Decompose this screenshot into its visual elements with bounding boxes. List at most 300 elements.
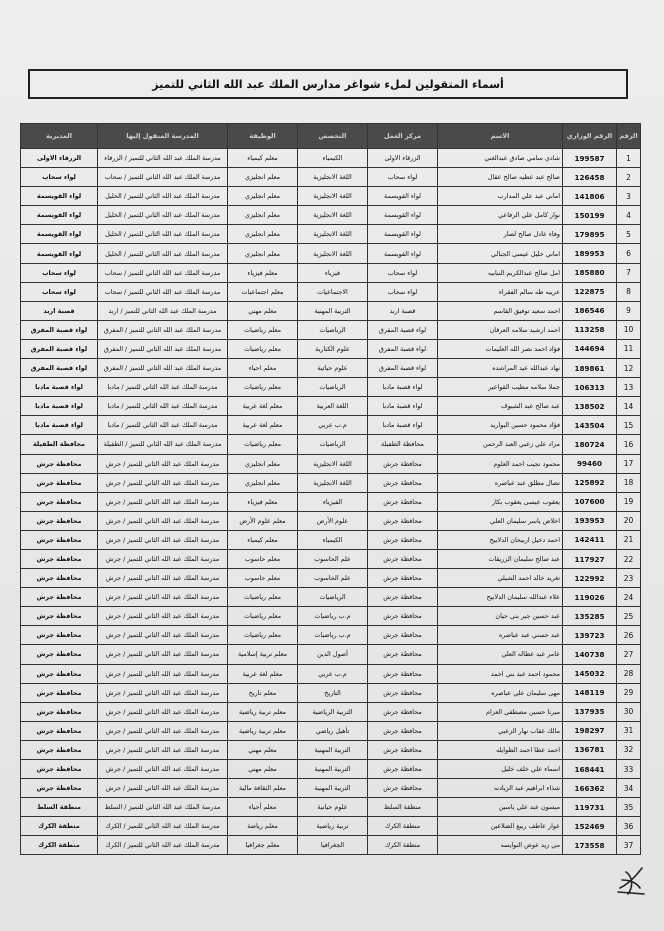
row-name: محمود نجيب احمد العلوم bbox=[438, 454, 563, 473]
row-job: معلم انجليزي bbox=[228, 187, 298, 206]
row-job: معلم مهني bbox=[228, 301, 298, 320]
row-seq: 16 bbox=[617, 435, 641, 454]
row-job: معلم رياضيات bbox=[228, 435, 298, 454]
row-work-center: محافظة جرش bbox=[368, 607, 438, 626]
table-row bbox=[21, 263, 641, 282]
row-name: ميرنا حسين مصطفى العزام bbox=[438, 702, 563, 721]
table-row bbox=[21, 702, 641, 721]
row-job: معلم كيمياء bbox=[228, 149, 298, 168]
table-row bbox=[21, 416, 641, 435]
row-name: اماني خليل عيسى الجبالي bbox=[438, 244, 563, 263]
row-work-center: محافظة جرش bbox=[368, 492, 438, 511]
row-name: عبد حسين جبر بني حيان bbox=[438, 607, 563, 626]
row-work-center: لواء قصبة المفرق bbox=[368, 320, 438, 339]
row-job: معلم تربية رياضية bbox=[228, 721, 298, 740]
row-specialty: علم الحاسوب bbox=[298, 549, 368, 568]
row-directorate: لواء قصبة مادبا bbox=[21, 378, 98, 397]
row-name: عبد صالح سليمان الزريقات bbox=[438, 549, 563, 568]
row-directorate: لواء قصبة مادبا bbox=[21, 397, 98, 416]
row-seq: 15 bbox=[617, 416, 641, 435]
row-job: معلم أحياء bbox=[228, 798, 298, 817]
row-work-center: لواء سحاب bbox=[368, 263, 438, 282]
row-specialty: علوم الكتارية bbox=[298, 339, 368, 358]
row-target-school: مدرسة الملك عبد الله الثاني للتميز / اربد bbox=[98, 301, 228, 320]
row-job: معلم لغة عربية bbox=[228, 397, 298, 416]
row-directorate: لواء قصبة المفرق bbox=[21, 359, 98, 378]
row-work-center: لواء قصبة المفرق bbox=[368, 339, 438, 358]
table-row bbox=[21, 645, 641, 664]
row-name: اسماء علي خلف خليل bbox=[438, 760, 563, 779]
row-job: معلم رياضيات bbox=[228, 626, 298, 645]
row-work-center: محافظة جرش bbox=[368, 549, 438, 568]
table-row bbox=[21, 549, 641, 568]
row-target-school: مدرسة الملك عبد الله الثاني للتميز / المفرق bbox=[98, 320, 228, 339]
row-national-id: 189953 bbox=[563, 244, 617, 263]
row-name: نوار كامل علي الرفاعي bbox=[438, 206, 563, 225]
row-national-id: 186546 bbox=[563, 301, 617, 320]
row-target-school: مدرسة الملك عبد الله الثاني للتميز / جرش bbox=[98, 645, 228, 664]
row-job: معلم كيمياء bbox=[228, 530, 298, 549]
row-job: معلم رياضة bbox=[228, 817, 298, 836]
row-specialty: الكيمياء bbox=[298, 149, 368, 168]
row-seq: 37 bbox=[617, 836, 641, 855]
row-directorate: محافظة الطفيلة bbox=[21, 435, 98, 454]
row-work-center: محافظة جرش bbox=[368, 473, 438, 492]
row-national-id: 150199 bbox=[563, 206, 617, 225]
row-specialty: اللغة الانجليزية bbox=[298, 473, 368, 492]
row-specialty: فيزياء bbox=[298, 263, 368, 282]
row-seq: 24 bbox=[617, 588, 641, 607]
table-row bbox=[21, 836, 641, 855]
row-work-center: محافظة جرش bbox=[368, 588, 438, 607]
row-target-school: مدرسة الملك عبد الله الثاني للتميز / جرش bbox=[98, 721, 228, 740]
table-row bbox=[21, 683, 641, 702]
header-specialty: التخصص bbox=[298, 124, 368, 149]
row-directorate: محافظة جرش bbox=[21, 683, 98, 702]
row-job: معلم فيزياء bbox=[228, 492, 298, 511]
row-national-id: 173558 bbox=[563, 836, 617, 855]
row-directorate: محافظة جرش bbox=[21, 645, 98, 664]
row-target-school: مدرسة الملك عبد الله الثاني للتميز / جرش bbox=[98, 492, 228, 511]
row-seq: 5 bbox=[617, 225, 641, 244]
row-target-school: مدرسة الملك عبد الله الثاني للتميز / مادبا bbox=[98, 397, 228, 416]
row-job: معلم تاريخ bbox=[228, 683, 298, 702]
row-target-school: مدرسة الملك عبد الله الثاني للتميز / سحاب bbox=[98, 263, 228, 282]
document-title: أسماء المتقولين لملء شواغر مدارس الملك عبد الله الثاني للتميز bbox=[28, 69, 628, 99]
row-directorate: محافظة جرش bbox=[21, 511, 98, 530]
row-directorate: محافظة جرش bbox=[21, 530, 98, 549]
row-seq: 34 bbox=[617, 779, 641, 798]
row-seq: 1 bbox=[617, 149, 641, 168]
row-seq: 6 bbox=[617, 244, 641, 263]
row-job: معلم لغة عربية bbox=[228, 664, 298, 683]
table-row bbox=[21, 798, 641, 817]
row-national-id: 143504 bbox=[563, 416, 617, 435]
table-row bbox=[21, 206, 641, 225]
row-specialty: الكيمياء bbox=[298, 530, 368, 549]
row-job: معلم انجليزي bbox=[228, 454, 298, 473]
row-directorate: محافظة جرش bbox=[21, 760, 98, 779]
table-row bbox=[21, 588, 641, 607]
row-job: معلم رياضيات bbox=[228, 588, 298, 607]
row-name: عامر عبد عطاله العلي bbox=[438, 645, 563, 664]
row-directorate: لواء قصبة المفرق bbox=[21, 339, 98, 358]
table-row bbox=[21, 168, 641, 187]
row-specialty: التربية المهنية bbox=[298, 301, 368, 320]
table-row bbox=[21, 473, 641, 492]
row-seq: 22 bbox=[617, 549, 641, 568]
row-national-id: 113258 bbox=[563, 320, 617, 339]
row-target-school: مدرسة الملك عبد الله الثاني للتميز / الطفيلة bbox=[98, 435, 228, 454]
row-target-school: مدرسة الملك عبد الله الثاني للتميز / جرش bbox=[98, 569, 228, 588]
row-specialty: التاريخ bbox=[298, 683, 368, 702]
row-name: مهى سليمان علي عباصره bbox=[438, 683, 563, 702]
row-seq: 7 bbox=[617, 263, 641, 282]
row-directorate: محافظة جرش bbox=[21, 454, 98, 473]
row-national-id: 142411 bbox=[563, 530, 617, 549]
row-national-id: 189861 bbox=[563, 359, 617, 378]
transfers-table bbox=[20, 123, 641, 855]
row-seq: 20 bbox=[617, 511, 641, 530]
row-directorate: قصبة اربد bbox=[21, 301, 98, 320]
row-name: احمد ارشيد سلامه العرقان bbox=[438, 320, 563, 339]
row-work-center: محافظة جرش bbox=[368, 511, 438, 530]
row-directorate: منطقة السلط bbox=[21, 798, 98, 817]
row-target-school: مدرسة الملك عبد الله الثاني للتميز / جرش bbox=[98, 530, 228, 549]
row-target-school: مدرسة الملك عبد الله الثاني للتميز / جرش bbox=[98, 702, 228, 721]
row-specialty: م.ب رياضيات bbox=[298, 626, 368, 645]
row-name: فؤاد احمد نصر الله العليمات bbox=[438, 339, 563, 358]
row-seq: 3 bbox=[617, 187, 641, 206]
row-national-id: 193953 bbox=[563, 511, 617, 530]
table-row bbox=[21, 397, 641, 416]
row-target-school: مدرسة الملك عبد الله الثاني للتميز / الخليل bbox=[98, 187, 228, 206]
row-work-center: منطقة السلط bbox=[368, 798, 438, 817]
row-name: جملا سلامه مطيب القواعير bbox=[438, 378, 563, 397]
row-specialty: تأهيل رياضي bbox=[298, 721, 368, 740]
row-name: مراد علي زعبي العبد الرحمن bbox=[438, 435, 563, 454]
row-directorate: منطقة الكرك bbox=[21, 836, 98, 855]
row-directorate: لواء القويسمة bbox=[21, 244, 98, 263]
table-row bbox=[21, 779, 641, 798]
row-work-center: محافظة جرش bbox=[368, 779, 438, 798]
row-name: احمد عطا احمد الطوايله bbox=[438, 740, 563, 759]
table-row bbox=[21, 149, 641, 168]
signature-mark bbox=[614, 858, 648, 898]
table-row bbox=[21, 244, 641, 263]
row-work-center: محافظة جرش bbox=[368, 760, 438, 779]
row-work-center: محافظة جرش bbox=[368, 721, 438, 740]
row-specialty: علوم حياتية bbox=[298, 359, 368, 378]
row-specialty: اللغة الانجليزية bbox=[298, 168, 368, 187]
row-name: يعقوب عيسى يعقوب بكار bbox=[438, 492, 563, 511]
table-row bbox=[21, 760, 641, 779]
row-seq: 9 bbox=[617, 301, 641, 320]
row-specialty: م.ب رياضيات bbox=[298, 607, 368, 626]
header-directorate: المديرية bbox=[21, 124, 98, 149]
row-national-id: 126458 bbox=[563, 168, 617, 187]
table-row bbox=[21, 301, 641, 320]
row-work-center: لواء سحاب bbox=[368, 168, 438, 187]
row-name: مالك عقاب نهار الزعبي bbox=[438, 721, 563, 740]
table-row bbox=[21, 282, 641, 301]
table-header-row bbox=[21, 124, 641, 149]
row-target-school: مدرسة الملك عبد الله الثاني للتميز / جرش bbox=[98, 588, 228, 607]
row-target-school: مدرسة الملك عبد الله الثاني للتميز / المفرق bbox=[98, 359, 228, 378]
row-specialty: الرياضيات bbox=[298, 378, 368, 397]
row-national-id: 122992 bbox=[563, 569, 617, 588]
row-job: معلم فيزياء bbox=[228, 263, 298, 282]
row-target-school: مدرسة الملك عبد الله الثاني للتميز / المفرق bbox=[98, 339, 228, 358]
row-national-id: 144694 bbox=[563, 339, 617, 358]
table-row bbox=[21, 607, 641, 626]
row-seq: 23 bbox=[617, 569, 641, 588]
row-target-school: مدرسة الملك عبد الله الثاني للتميز / مادبا bbox=[98, 378, 228, 397]
row-work-center: محافظة جرش bbox=[368, 740, 438, 759]
row-target-school: مدرسة الملك عبد الله الثاني للتميز / جرش bbox=[98, 511, 228, 530]
row-specialty: التربية المهنية bbox=[298, 740, 368, 759]
row-target-school: مدرسة الملك عبد الله الثاني للتميز / جرش bbox=[98, 683, 228, 702]
header-national-id: الرقم الوزاري bbox=[563, 124, 617, 149]
row-directorate: محافظة جرش bbox=[21, 549, 98, 568]
row-work-center: لواء القويسمة bbox=[368, 206, 438, 225]
row-seq: 19 bbox=[617, 492, 641, 511]
row-directorate: منطقة الكرك bbox=[21, 817, 98, 836]
row-work-center: منطقة الكرك bbox=[368, 817, 438, 836]
row-target-school: مدرسة الملك عبد الله الثاني للتميز / سحاب bbox=[98, 282, 228, 301]
row-job: معلم تربية إسلامية bbox=[228, 645, 298, 664]
row-directorate: محافظة جرش bbox=[21, 473, 98, 492]
row-seq: 14 bbox=[617, 397, 641, 416]
row-job: معلم انجليزي bbox=[228, 206, 298, 225]
row-seq: 32 bbox=[617, 740, 641, 759]
row-seq: 17 bbox=[617, 454, 641, 473]
row-work-center: محافظة الطفيلة bbox=[368, 435, 438, 454]
row-directorate: لواء قصبة مادبا bbox=[21, 416, 98, 435]
row-job: معلم اجتماعيات bbox=[228, 282, 298, 301]
row-target-school: مدرسة الملك عبد الله الثاني للتميز / الكرك bbox=[98, 817, 228, 836]
row-directorate: محافظة جرش bbox=[21, 664, 98, 683]
row-national-id: 107600 bbox=[563, 492, 617, 511]
row-national-id: 106313 bbox=[563, 378, 617, 397]
row-national-id: 119731 bbox=[563, 798, 617, 817]
header-target-school: المدرسة المنقول إليها bbox=[98, 124, 228, 149]
table-row bbox=[21, 664, 641, 683]
row-seq: 21 bbox=[617, 530, 641, 549]
row-specialty: الفيزياء bbox=[298, 492, 368, 511]
row-work-center: محافظة جرش bbox=[368, 569, 438, 588]
row-national-id: 117927 bbox=[563, 549, 617, 568]
table-row bbox=[21, 378, 641, 397]
row-job: معلم انجليزي bbox=[228, 473, 298, 492]
row-job: معلم الثقافة مالية bbox=[228, 779, 298, 798]
row-name: عبد صالح عبد الشيوف bbox=[438, 397, 563, 416]
row-name: اخلاص ياسر سليمان العلي bbox=[438, 511, 563, 530]
row-target-school: مدرسة الملك عبد الله الثاني للتميز / جرش bbox=[98, 454, 228, 473]
row-job: معلم حاسوب bbox=[228, 549, 298, 568]
row-directorate: محافظة جرش bbox=[21, 740, 98, 759]
row-work-center: لواء القويسمة bbox=[368, 187, 438, 206]
row-specialty: الجغرافيا bbox=[298, 836, 368, 855]
row-directorate: محافظة جرش bbox=[21, 721, 98, 740]
table-row bbox=[21, 817, 641, 836]
row-work-center: محافظة جرش bbox=[368, 645, 438, 664]
row-work-center: لواء قصبة مادبا bbox=[368, 378, 438, 397]
row-job: معلم علوم الأرض bbox=[228, 511, 298, 530]
header-job: الوظيفة bbox=[228, 124, 298, 149]
row-job: معلم لغة عربية bbox=[228, 416, 298, 435]
table-row bbox=[21, 511, 641, 530]
table-row bbox=[21, 569, 641, 588]
row-national-id: 138502 bbox=[563, 397, 617, 416]
row-specialty: م.ب عربي bbox=[298, 664, 368, 683]
row-name: شادي سامي صادق عبدالغني bbox=[438, 149, 563, 168]
row-work-center: لواء القويسمة bbox=[368, 225, 438, 244]
row-work-center: لواء قصبة مادبا bbox=[368, 416, 438, 435]
table-row bbox=[21, 721, 641, 740]
row-job: معلم مهني bbox=[228, 740, 298, 759]
row-work-center: لواء قصبة المفرق bbox=[368, 359, 438, 378]
row-target-school: مدرسة الملك عبد الله الثاني للتميز / جرش bbox=[98, 664, 228, 683]
row-national-id: 137935 bbox=[563, 702, 617, 721]
row-work-center: منطقة الكرك bbox=[368, 836, 438, 855]
row-work-center: محافظة جرش bbox=[368, 530, 438, 549]
table-row bbox=[21, 454, 641, 473]
table-row bbox=[21, 740, 641, 759]
row-specialty: اللغة الانجليزية bbox=[298, 225, 368, 244]
row-directorate: محافظة جرش bbox=[21, 569, 98, 588]
row-name: عبد حسني عبد عباصره bbox=[438, 626, 563, 645]
row-directorate: لواء القويسمة bbox=[21, 206, 98, 225]
row-seq: 18 bbox=[617, 473, 641, 492]
row-specialty: أصول الدين bbox=[298, 645, 368, 664]
row-specialty: اللغة العربية bbox=[298, 397, 368, 416]
row-name: علاء عبدالله سليمان الدلابيح bbox=[438, 588, 563, 607]
row-job: معلم انجليزي bbox=[228, 225, 298, 244]
header-name: الاسم bbox=[438, 124, 563, 149]
row-job: معلم رياضيات bbox=[228, 378, 298, 397]
row-work-center: لواء سحاب bbox=[368, 282, 438, 301]
row-seq: 30 bbox=[617, 702, 641, 721]
row-national-id: 119026 bbox=[563, 588, 617, 607]
row-seq: 35 bbox=[617, 798, 641, 817]
row-national-id: 199587 bbox=[563, 149, 617, 168]
table-row bbox=[21, 530, 641, 549]
row-name: نهاد عبدالله عيد المراشده bbox=[438, 359, 563, 378]
row-national-id: 122875 bbox=[563, 282, 617, 301]
row-national-id: 140738 bbox=[563, 645, 617, 664]
row-work-center: محافظة جرش bbox=[368, 626, 438, 645]
row-specialty: الرياضيات bbox=[298, 435, 368, 454]
row-specialty: الرياضيات bbox=[298, 588, 368, 607]
row-target-school: مدرسة الملك عبد الله الثاني للتميز / جرش bbox=[98, 740, 228, 759]
row-specialty: التربية المهنية bbox=[298, 779, 368, 798]
row-target-school: مدرسة الملك عبد الله الثاني للتميز / جرش bbox=[98, 779, 228, 798]
row-target-school: مدرسة الملك عبد الله الثاني للتميز / جرش bbox=[98, 760, 228, 779]
row-name: احمد سعيد توفيق القاسم bbox=[438, 301, 563, 320]
header-work-center: مركز العمل bbox=[368, 124, 438, 149]
row-directorate: لواء سحاب bbox=[21, 168, 98, 187]
row-directorate: محافظة جرش bbox=[21, 607, 98, 626]
row-national-id: 179895 bbox=[563, 225, 617, 244]
row-job: معلم احياء bbox=[228, 359, 298, 378]
row-seq: 29 bbox=[617, 683, 641, 702]
row-seq: 11 bbox=[617, 339, 641, 358]
row-target-school: مدرسة الملك عبد الله الثاني للتميز / الزرقاء bbox=[98, 149, 228, 168]
row-national-id: 135285 bbox=[563, 607, 617, 626]
row-specialty: التربية المهنية bbox=[298, 760, 368, 779]
row-national-id: 125892 bbox=[563, 473, 617, 492]
row-target-school: مدرسة الملك عبد الله الثاني للتميز / جرش bbox=[98, 607, 228, 626]
row-national-id: 148119 bbox=[563, 683, 617, 702]
row-seq: 36 bbox=[617, 817, 641, 836]
row-target-school: مدرسة الملك عبد الله الثاني للتميز / جرش bbox=[98, 626, 228, 645]
row-name: محمود احمد عبد بني احمد bbox=[438, 664, 563, 683]
row-directorate: الزرقاء الاولى bbox=[21, 149, 98, 168]
row-seq: 4 bbox=[617, 206, 641, 225]
row-job: معلم جغرافيا bbox=[228, 836, 298, 855]
table-row bbox=[21, 435, 641, 454]
row-directorate: محافظة جرش bbox=[21, 779, 98, 798]
row-target-school: مدرسة الملك عبد الله الثاني للتميز / الكرك bbox=[98, 836, 228, 855]
row-job: معلم حاسوب bbox=[228, 569, 298, 588]
table-row bbox=[21, 225, 641, 244]
row-work-center: لواء قصبة مادبا bbox=[368, 397, 438, 416]
row-national-id: 185880 bbox=[563, 263, 617, 282]
row-name: ميسون عبد علي ياسين bbox=[438, 798, 563, 817]
row-specialty: اللغة الانجليزية bbox=[298, 187, 368, 206]
row-job: معلم انجليزي bbox=[228, 168, 298, 187]
row-target-school: مدرسة الملك عبد الله الثاني للتميز / السلط bbox=[98, 798, 228, 817]
row-seq: 31 bbox=[617, 721, 641, 740]
row-job: معلم انجليزي bbox=[228, 244, 298, 263]
row-specialty: الرياضيات bbox=[298, 320, 368, 339]
row-name: شذاء ابراهيم عبد الزيادنه bbox=[438, 779, 563, 798]
row-name: مي زيد عوض النوايسه bbox=[438, 836, 563, 855]
table-row bbox=[21, 359, 641, 378]
row-job: معلم رياضيات bbox=[228, 339, 298, 358]
row-national-id: 166362 bbox=[563, 779, 617, 798]
row-job: معلم رياضيات bbox=[228, 320, 298, 339]
table-row bbox=[21, 492, 641, 511]
row-work-center: لواء القويسمة bbox=[368, 244, 438, 263]
row-name: وفاء عادل صالح لصار bbox=[438, 225, 563, 244]
row-national-id: 136781 bbox=[563, 740, 617, 759]
row-specialty: اللغة الانجليزية bbox=[298, 454, 368, 473]
row-specialty: علم الحاسوب bbox=[298, 569, 368, 588]
row-specialty: تربية رياضية bbox=[298, 817, 368, 836]
row-seq: 10 bbox=[617, 320, 641, 339]
table-row bbox=[21, 187, 641, 206]
row-target-school: مدرسة الملك عبد الله الثاني للتميز / جرش bbox=[98, 549, 228, 568]
row-seq: 13 bbox=[617, 378, 641, 397]
row-name: اماني عبد علي المدارب bbox=[438, 187, 563, 206]
row-directorate: محافظة جرش bbox=[21, 626, 98, 645]
row-directorate: لواء سحاب bbox=[21, 263, 98, 282]
row-name: فؤاد محمود حسين البواريد bbox=[438, 416, 563, 435]
row-specialty: علوم الأرض bbox=[298, 511, 368, 530]
row-directorate: لواء قصبة المفرق bbox=[21, 320, 98, 339]
row-target-school: مدرسة الملك عبد الله الثاني للتميز / مادبا bbox=[98, 416, 228, 435]
row-seq: 2 bbox=[617, 168, 641, 187]
row-target-school: مدرسة الملك عبد الله الثاني للتميز / سحاب bbox=[98, 168, 228, 187]
header-seq: الرقم bbox=[617, 124, 641, 149]
row-specialty: التربية الرياضية bbox=[298, 702, 368, 721]
row-national-id: 139723 bbox=[563, 626, 617, 645]
table-row bbox=[21, 320, 641, 339]
table-row bbox=[21, 339, 641, 358]
row-directorate: لواء سحاب bbox=[21, 282, 98, 301]
